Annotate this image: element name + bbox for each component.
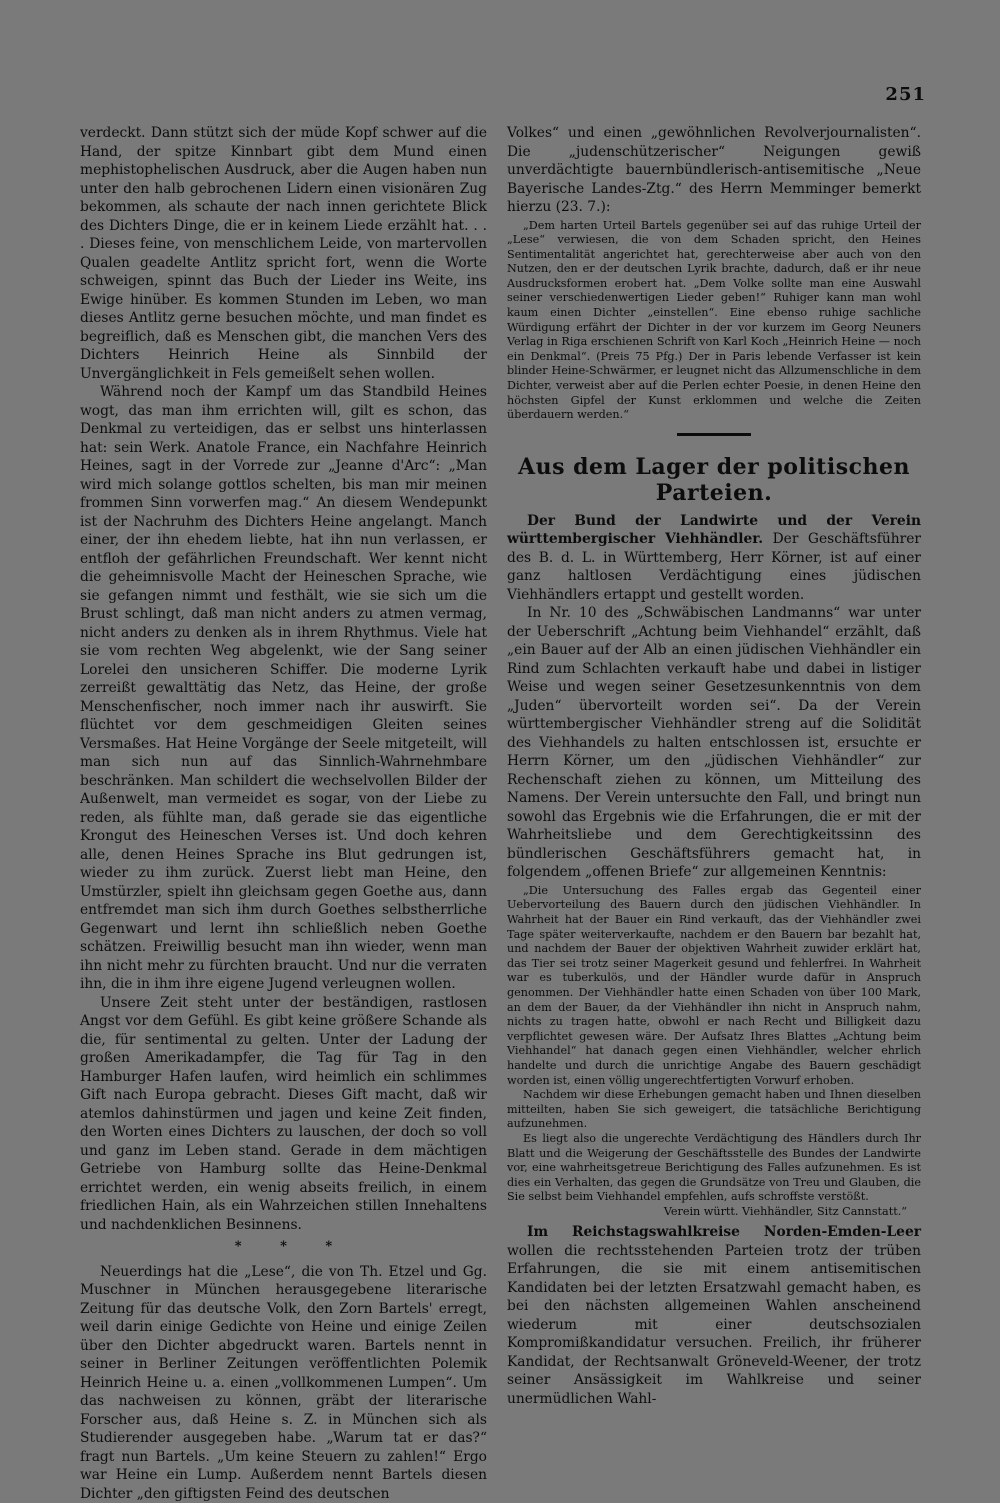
paragraph-text: wollen die rechtsstehenden Parteien trotz der trüben Erfahrungen, die sie mit einem antisemitischen Kandidaten bei der letzten Ersatzwahl gemacht haben, es bei den nächsten allgemeinen Wahlen anscheinend wiederum mit einer deutschsozialen Kompromißkandidatur versuchen. Freilich, ihr früherer Kandidat, der Rechtsanwalt Gröneveld-Weener, der trotz seiner Ansässigkeit im Wahlkreise und seiner unermüdlichen Wahl- — [507, 1243, 921, 1407]
paragraph-lead: Im Reichstagswahlkreise Norden-Emden-Leer — [527, 1224, 921, 1240]
right-column — [507, 124, 921, 1304]
left-column — [80, 124, 487, 1294]
paragraph-text: Der Geschäftsführer des B. d. L. in Württemberg, Herr Körner, ist auf einer ganz haltlosen Verdächtigung eines jüdischen Viehhändlers ertappt und gestellt worden. — [507, 531, 921, 603]
paragraph: Unsere Zeit steht unter der beständigen, rastlosen Angst vor dem Gefühl. Es gibt keine größere Schande als die, für sentimental zu gelten. Unter der Ladung der großen Amerikadampfer, die Tag für Tag in den Hamburger Hafen laufen, wird heimlich ein schlimmes Gift nach Europa gebracht. Dieses Gift macht, daß wir atemlos dahinstürmen und jagen und keine Zeit finden, den Worten eines Dichters zu lauschen, der doch so voll und ganz im Leben stand. Gerade in dem mächtigen Getriebe von Hamburg sollte das Heine-Denkmal errichtet werden, ein wenig abseits freilich, in einem friedlichen Hain, als ein Wahrzeichen stillen Innehaltens und nachdenklichen Besinnens. — [80, 994, 487, 1235]
section-heading: Aus dem Lager der politischen Parteien. — [507, 454, 921, 506]
paragraph: In Nr. 10 des „Schwäbischen Landmanns“ war unter der Ueberschrift „Achtung beim Viehhandel“ erzählt, daß „ein Bauer auf der Alb an einen jüdischen Viehhändler ein Rind zum Schlachten verkauft habe und dabei in listiger Weise und wegen seiner Gesetzesunkenntnis von dem „Juden“ übervorteilt worden sei“. Da der Verein württembergischer Viehhändler streng auf die Solidität des Viehhandels zu halten entschlossen ist, ersuchte er Herrn Körner, um den „jüdischen Viehhändler“ zur Rechenschaft ziehen zu können, um Mitteilung des Namens. Der Verein untersuchte den Fall, und bringt nun sowohl das Ergebnis wie die Erfahrungen, die er mit der Wahrheitsliebe und dem Gerechtigkeitssinn des bündlerischen Geschäftsführers gemacht hat, in folgendem „offenen Briefe“ zur allgemeinen Kenntnis: — [507, 604, 921, 882]
letter-signature: Verein württ. Viehhändler, Sitz Cannstatt.“ — [507, 1205, 921, 1220]
paragraph-lead: Der Bund der Landwirte und der Verein württembergischer Viehhändler. — [507, 513, 921, 548]
paragraph: Während noch der Kampf um das Standbild Heines wogt, das man ihm errichten will, gilt es schon, das Denkmal zu verteidigen, das er selbst uns hinterlassen hat: sein Werk. Anatole France, ein Nachfahre Heinrich Heines, sagt in der Vorrede zur „Jeanne d'Arc“: „Man wird mich solange gottlos schelten, bis man mir meinen frommen Sinn vorwerfen mag.“ An diesem Wendepunkt ist der Nachruhm des Dichters Heine angelangt. Manch einer, der ihn ehedem liebte, hat ihn nun verlassen, er entfloh der gefährlichen Freundschaft. Wer kennt nicht die geheimnisvolle Macht der Heineschen Sprache, wie sie gefangen nimmt und festhält, wie sie sich um die Brust schlingt, daß man nicht anders zu atmen vermag, nicht anders zu denken als in ihrem Rhythmus. Viele hat sie vom rechten Weg abgelenkt, wie der Sang seiner Lorelei den unsicheren Schiffer. Die moderne Lyrik zerreißt gewalttätig das Netz, das Heine, der große Menschenfischer, noch immer nach ihr auswirft. Sie flüchtet vor dem geschmeidigen Gleiten seines Versmaßes. Hat Heine Vorgänge der Seele mitgeteilt, will man sich nun auf das Sinnlich-Wahrnehmbare beschränken. Man schildert die wechselvollen Bilder der Außenwelt, man vermeidet es sogar, von der Liebe zu reden, als fühlte man, daß gerade sie das eigentliche Krongut des Heineschen Verses ist. Und doch kehren alle, denen Heines Sprache ins Blut gedrungen ist, wieder zu ihm zurück. Zuerst liebt man Heine, den Umstürzler, spielt ihn gleichsam gegen Goethe aus, dann entfremdet man sich ihm durch Goethes selbstherrliche Gegenwart und lernt ihn schließlich neben Goethe schätzen. Freiwillig besucht man ihn wieder, wenn man ihn nicht mehr zu fürchten braucht. Und nur die verraten ihn, die in ihm ihre eigene Jugend verleugnen wollen. — [80, 383, 487, 994]
divider-rule — [677, 433, 751, 436]
paragraph: Volkes“ und einen „gewöhnlichen Revolverjournalisten“. Die „judenschützerischer“ Neigungen gewiß unverdächtigte bauernbündlerisch-antisemitische „Neue Bayerische Landes-Ztg.“ des Herrn Memminger bemerkt hierzu (23. 7.): — [507, 124, 921, 217]
quote-paragraph: „Dem harten Urteil Bartels gegenüber sei auf das ruhige Urteil der „Lese“ verwiesen, die von dem Schaden spricht, den Heines Sentimentalität angerichtet hat, gerechterweise aber auch von den Nutzen, den er der deutschen Lyrik brachte, dadurch, daß er ihr neue Ausdrucksformen erobert hat. „Dem Volke sollte man eine Auswahl seiner verschiedenwertigen Lieder geben!“ Ruhiger kann man wohl kaum einen Dichter „einstellen“. Eine ebenso ruhige sachliche Würdigung erfährt der Dichter in der vor kurzem im Georg Neuners Verlag in Riga erschienen Schrift von Karl Koch „Heinrich Heine — noch ein Denkmal“. (Preis 75 Pfg.) Der in Paris lebende Verfasser ist kein blinder Heine-Schwärmer, er leugnet nicht das Allzumenschliche in dem Dichter, verweist aber auf die Perlen echter Poesie, in denen Heine den höchsten Gipfel der Kunst erklommen und welche die Zeiten überdauern werden.“ — [507, 219, 921, 423]
quote-paragraph: „Die Untersuchung des Falles ergab das Gegenteil einer Uebervorteilung des Bauern durch den jüdischen Viehhändler. In Wahrheit hat der Bauer ein Rind verkauft, das der Viehhändler zwei Tage später weiterverkaufte, nachdem er den Bauern bar bezahlt hat, und nachdem der Bauer der objektiven Wahrheit zuwider erklärt hat, das Tier sei trotz seiner Magerkeit gesund und fehlerfrei. In Wahrheit war es tuberkulös, und der Händler wurde dafür in Anspruch genommen. Der Viehhändler hatte einen Schaden von über 100 Mark, an dem der Bauer, da der Viehhändler ihn nicht in Anspruch nahm, nichts zu tragen hatte, obwohl er nach Recht und Billigkeit dazu verpflichtet gewesen wäre. Der Aufsatz Ihres Blattes „Achtung beim Viehhandel“ hat danach gegen einen Viehhändler, welcher ehrlich handelte und durch die unrichtige Angabe des Bauern geschädigt worden ist, einen völlig ungerechtfertigten Vorwurf erhoben. — [507, 884, 921, 1088]
page-number: 251 — [885, 84, 926, 105]
quote-paragraph: Es liegt also die ungerechte Verdächtigung des Händlers durch Ihr Blatt und die Weigerung der Geschäftsstelle des Bundes der Landwirte vor, eine wahrheitsgetreue Berichtigung des Falles aufzunehmen. Es ist dies ein Verhalten, das gegen die Grundsätze von Treu und Glauben, die Sie selbst beim Viehhandel empfehlen, aufs schroffste verstößt. — [507, 1132, 921, 1205]
paragraph: Neuerdings hat die „Lese“, die von Th. Etzel und Gg. Muschner in München herausgegebene literarische Zeitung für das deutsche Volk, den Zorn Bartels' erregt, weil darin einige Gedichte von Heine und einige Zeilen über den Dichter abgedruckt waren. Bartels nennt in seiner in Berliner Zeitungen veröffentlichten Polemik Heinrich Heine u. a. einen „vollkommenen Lumpen“. Um das nachweisen zu können, gräbt der literarische Forscher aus, daß Heine s. Z. in München sich als Studierender ausgegeben habe. „Warum tat er das?“ fragt nun Bartels. „Um keine Steuern zu zahlen!“ Ergo war Heine ein Lump. Außerdem nennt Bartels diesen Dichter „den giftigsten Feind des deutschen — [80, 1263, 487, 1503]
block-quote — [507, 219, 921, 423]
open-letter-quote — [507, 884, 921, 1220]
paragraph — [507, 1223, 921, 1408]
paragraph — [507, 512, 921, 605]
paragraph: verdeckt. Dann stützt sich der müde Kopf schwer auf die Hand, der spitze Kinnbart gibt dem Mund einen mephistophelischen Ausdruck, aber die Augen haben nun unter den halb gebrochenen Lidern einen visionären Zug bekommen, als schaute der nach innen gerichtete Blick des Dichters Dinge, die er in keinem Liede erzählt hat. . . . Dieses feine, von menschlichem Leide, von martervollen Qualen geadelte Antlitz spricht fort, wenn die Worte schweigen, spinnt das Buch der Lieder ins Weite, ins Ewige hinüber. Es kommen Stunden im Leben, wo man dieses Antlitz gerne besuchen möchte, und man findet es begreiflich, daß es Menschen gibt, die manchen Vers des Dichters Heinrich Heine als Sinnbild der Unvergänglichkeit in Fels gemeißelt sehen wollen. — [80, 124, 487, 383]
quote-paragraph: Nachdem wir diese Erhebungen gemacht haben und Ihnen dieselben mitteilten, haben Sie sich geweigert, die tatsächliche Berichtigung aufzunehmen. — [507, 1088, 921, 1132]
section-separator: * * * — [80, 1238, 487, 1257]
